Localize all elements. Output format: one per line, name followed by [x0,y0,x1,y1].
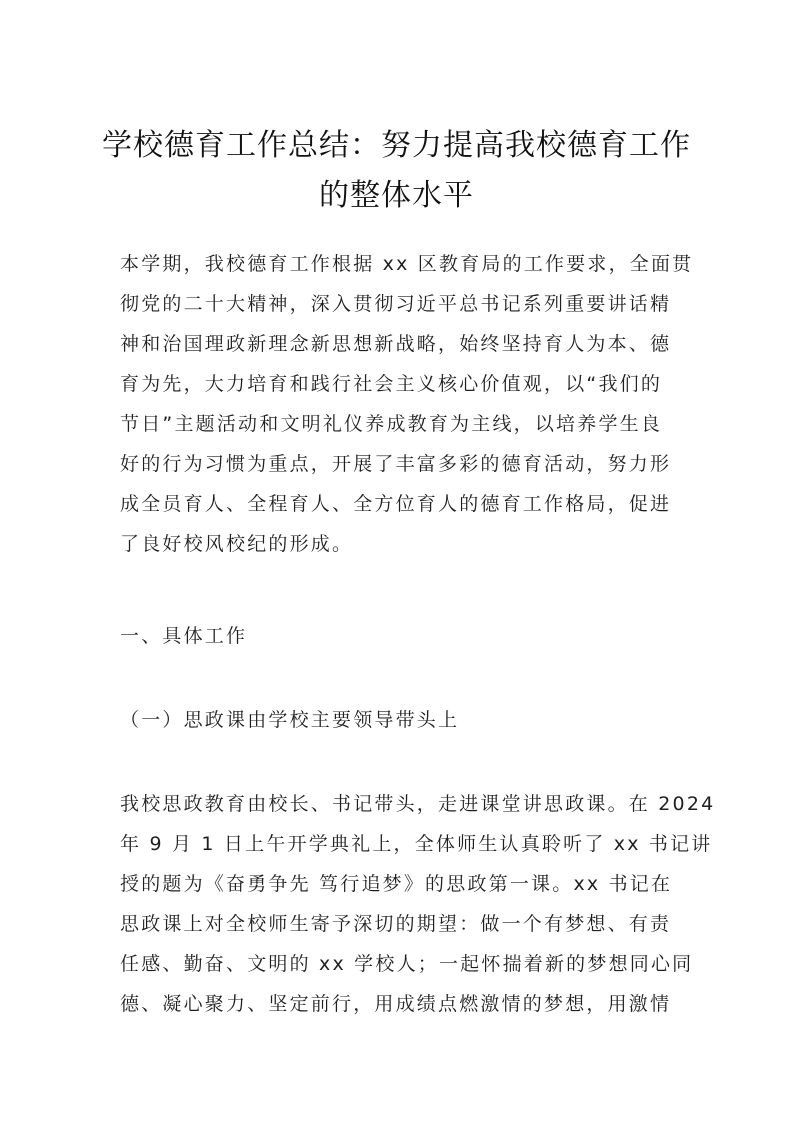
paragraph-line: 思政课上对全校师生寄予深切的期望：做一个有梦想、有责 [120,913,672,935]
paragraph-line: 德、凝心聚力、坚定前行，用成绩点燃激情的梦想，用激情 [120,993,672,1015]
paragraph-line: 年 9 月 1 日上午开学典礼上，全体师生认真聆听了 xx 书记讲 [120,833,713,855]
paragraph-line: 成全员育人、全程育人、全方位育人的德育工作格局，促进 [120,493,672,515]
body-paragraph [120,784,716,1024]
paragraph-line: 育为先，大力培育和践行社会主义核心价值观，以“我们的 [120,373,663,395]
document-title-line-1: 学校德育工作总结：努力提高我校德育工作 [102,128,691,163]
document-title-line-2: 的整体水平 [319,178,474,213]
paragraph-line: 神和治国理政新理念新思想新战略，始终坚持育人为本、德 [120,333,672,355]
paragraph-line: 彻党的二十大精神，深入贯彻习近平总书记系列重要讲话精 [120,293,672,315]
section-heading: 一、具体工作 [120,625,248,647]
paragraph-line: 本学期，我校德育工作根据 xx 区教育局的工作要求，全面贯 [120,253,694,275]
intro-paragraph [120,244,694,564]
paragraph-line: 我校思政教育由校长、书记带头，走进课堂讲思政课。在 2024 [120,793,716,815]
paragraph-line: 了良好校风校纪的形成。 [120,533,354,555]
paragraph-line: 好的行为习惯为重点，开展了丰富多彩的德育活动，努力形 [120,453,672,475]
paragraph-line: 节日”主题活动和文明礼仪养成教育为主线，以培养学生良 [120,413,663,435]
subsection-heading: （一）思政课由学校主要领导带头上 [120,709,460,731]
paragraph-line: 任感、勤奋、文明的 xx 学校人；一起怀揣着新的梦想同心同 [120,953,694,975]
paragraph-line: 授的题为《奋勇争先 笃行追梦》的思政第一课。xx 书记在 [120,873,673,895]
